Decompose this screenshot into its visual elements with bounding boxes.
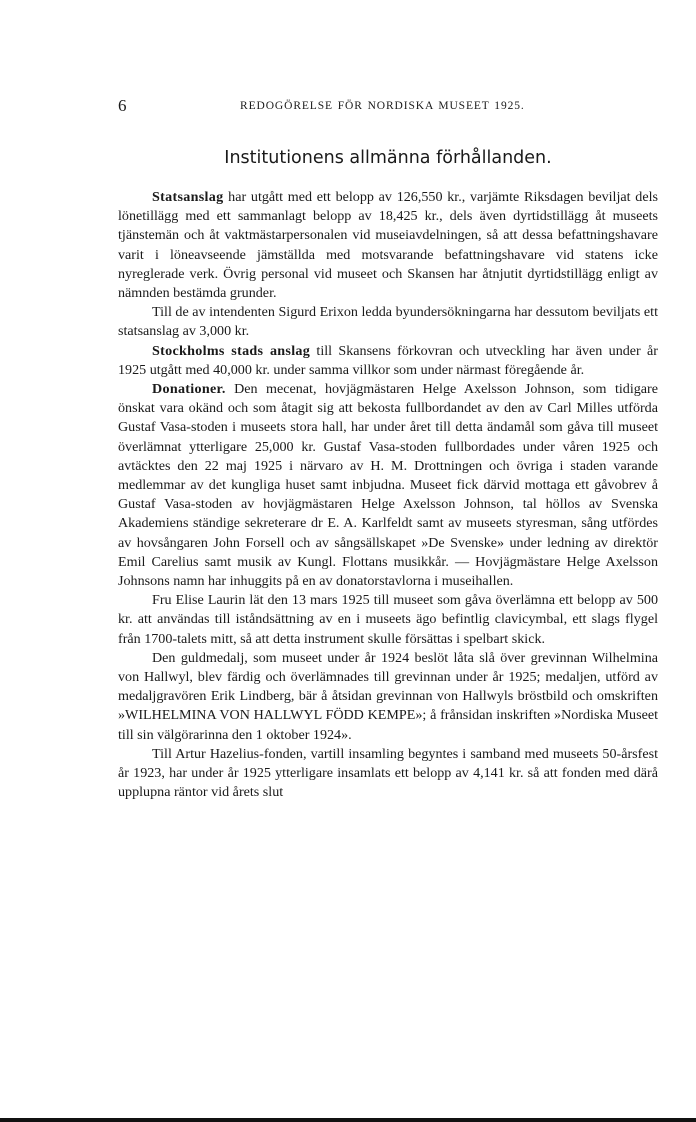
paragraph-guldmedalj <box>118 649 658 745</box>
scan-edge-rule <box>0 1118 696 1122</box>
paragraph-text: Fru Elise Laurin lät den 13 mars 1925 till museet som gåva överlämna ett belopp av 500 kr. att användas till iståndsättning av en i museets ägo befintlig clavicymbal, ett slags flygel från 1700-talets mitt, så att detta instrument skulle försättas i spelbart skick. <box>118 592 658 647</box>
paragraph-erixon <box>118 303 658 341</box>
paragraph-text: Till Artur Hazelius-fonden, vartill insamling begyntes i samband med museets 50-årsfest år 1923, har under år 1925 ytterligare insamlats ett belopp av 4,141 kr. så att fonden med därå upplupna räntor vid årets slut <box>118 745 658 801</box>
paragraph-text: Den mecenat, hovjägmästaren Helge Axelsson Johnson, som tidigare önskat vara okänd och som åtagit sig att bekosta fullbordandet av den av Carl Milles utförda Gustaf Vasa-stoden i museets stora hall, har under året till detta ändamål som gåva till museet överlämnat ytterligare 25,000 kr. Gustaf Vasa-stoden fullbordades under våren 1925 och avtäcktes den 22 maj 1925 i närvaro av H. M. Drottningen och övriga i staden varande medlemmar av det kungliga huset samt inbjudna. Museet fick därvid mottaga ett gåvobrev å Gustaf Vasa-stoden av hovjägmästaren Helge Axelsson Johnson, tal höllos av Svenska Akademiens ständige sekreterare dr E. A. Karlfeldt samt av museets styresman, sång utfördes av hovsångaren John Forsell och av sångsällskapet »De Svenske» under ledning av direktör Emil Carelius samt musik av Kungl. Flottans musikkår. — Hovjägmästare Helge Axelsson Johnsons namn har inhuggits på en av donatorstavlorna i museihallen. <box>118 381 658 590</box>
paragraph-statsanslag <box>118 188 658 303</box>
paragraph-text: Den guldmedalj, som museet under år 1924 beslöt låta slå över grevinnan Wilhelmina von Hallwyl, blev färdig och överlämnades till grevinnan under år 1925; medaljen, utförd av medaljgravören Erik Lindberg, bär å åtsidan grevinnan von Hallwyls bröstbild och omskriften »WILHELMINA VON HALLWYL FÖDD KEMPE»; å frånsidan inskriften »Nordiska Museet till sin välgörarinna den 1 oktober 1924». <box>118 649 658 743</box>
paragraph-stockholms-anslag <box>118 342 658 380</box>
paragraph-laurin <box>118 591 658 649</box>
body-text <box>118 188 658 803</box>
paragraph-hazelius-fonden <box>118 745 658 803</box>
page-number: 6 <box>118 96 127 115</box>
paragraph-text: till Skansens förkovran och utveckling har även under år 1925 utgått med 40,000 kr. under samma villkor som under närmast föregående år. <box>118 342 658 378</box>
section-title: Institutionens allmänna förhållanden. <box>224 148 552 168</box>
journal-title: REDOGÖRELSE FÖR NORDISKA MUSEET 1925. <box>240 100 525 112</box>
running-head <box>118 96 558 118</box>
paragraph-lead: Stockholms stads anslag <box>152 342 311 359</box>
paragraph-lead: Statsanslag <box>152 189 224 205</box>
paragraph-text: Till de av intendenten Sigurd Erixon ledda byundersökningarna har dessutom beviljats ett statsanslag av 3,000 kr. <box>118 304 658 340</box>
paragraph-donationer <box>118 380 658 591</box>
paragraph-lead: Donationer. <box>152 381 226 398</box>
paragraph-text: har utgått med ett belopp av 126,550 kr., varjämte Riksdagen beviljat dels lönetillägg med ett sammanlagt belopp av 18,425 kr., dels även dyrtidstillägg åt museets tjänstemän och åt vaktmästarpersonalen vid museiavdelningen, så att dessa befattningshavare varit i löneavseende jämställda med motsvarande befattningshavare vid statens icke nyreglerade verk. Övrig personal vid museet och Skansen har åtnjutit dyrtidstillägg enligt av nämnden bestämda grunder. <box>118 189 658 302</box>
